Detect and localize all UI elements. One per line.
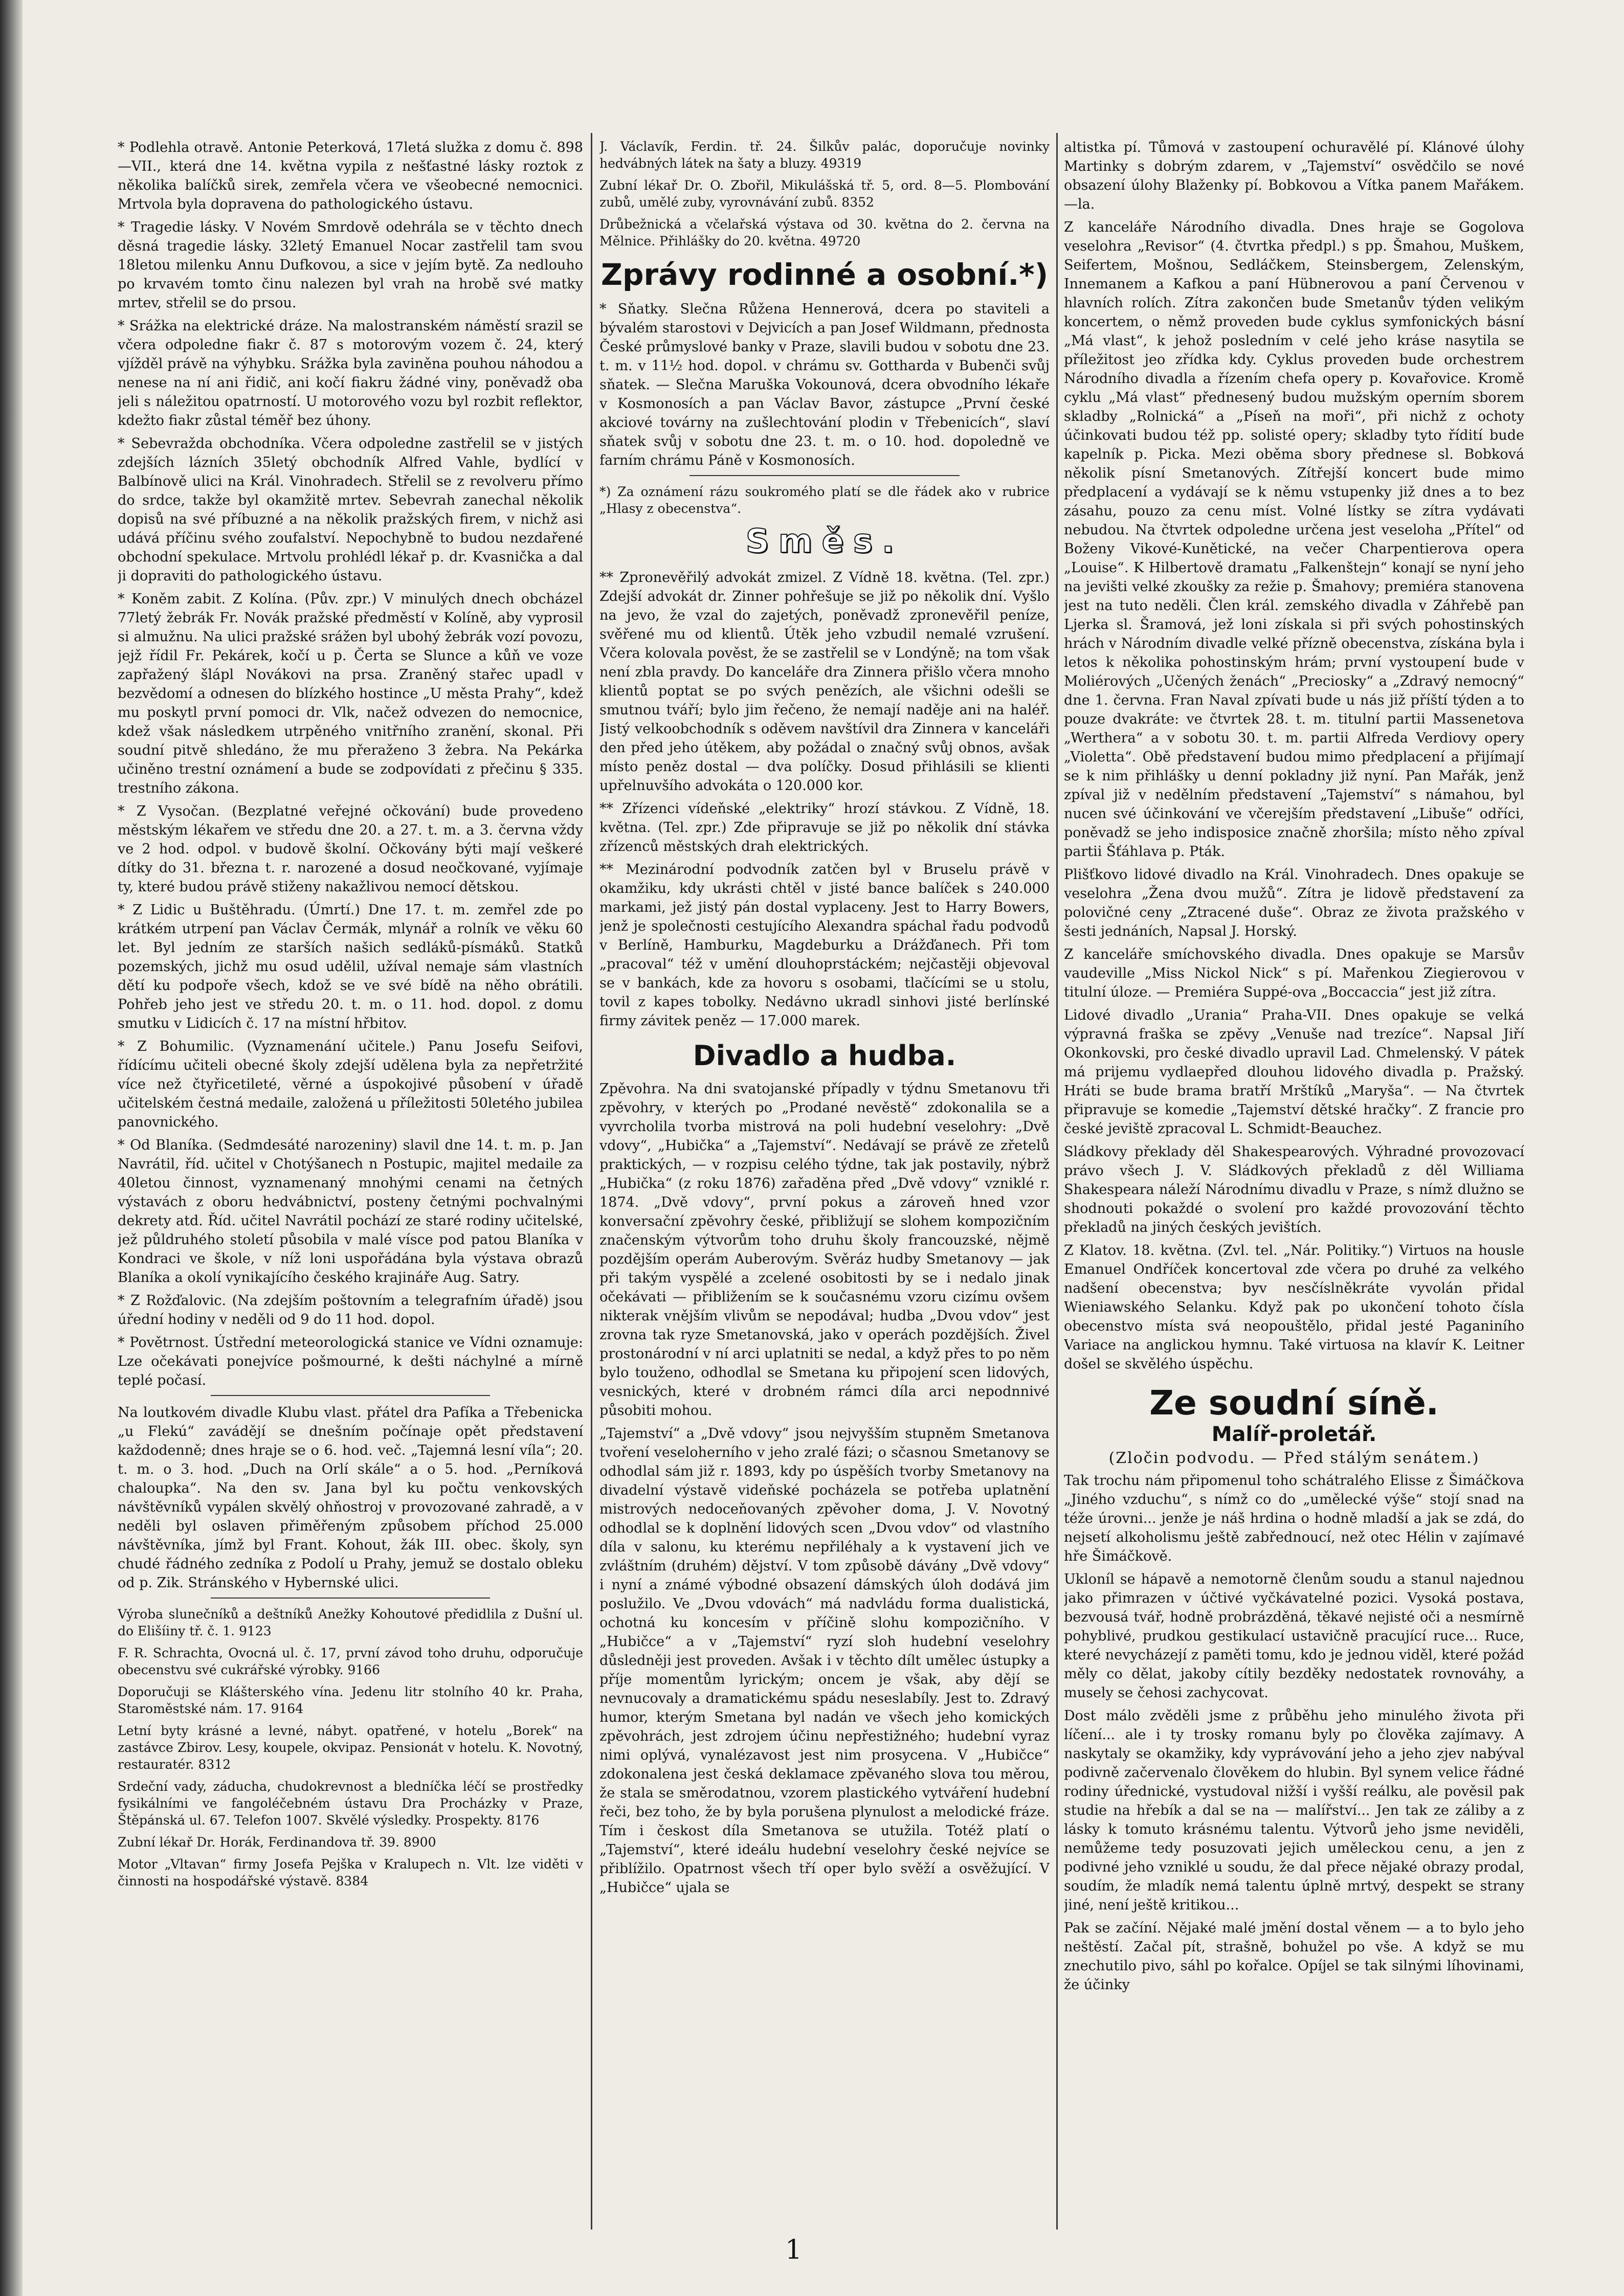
article-paragraph: Z kanceláře smíchovského divadla. Dnes opakuje se Marsův vaudeville „Miss Nickol Nick“ s pí. Mařenkou Ziegierovou v titulní úloze. — Premiéra Suppé-ova „Boccaccia“ jest již zítra. [1064,947,1524,1000]
article-paragraph: ** Mezinárodní podvodník zatčen byl v Bruselu právě v okamžiku, kdy ukrásti chtěl v jisté bance balíček s 240.000 markami, jež jistý pán dostal vyplaceny. Jest to Harry Bowers, jenž je společnosti cestujícího Alexandra spáchal řadu podvodů v Berlíně, Hamburku, Magdeburku a Drážďanech. Při tom „pracoval“ též v umění dlouhoprstáckém; nejčastěji objevoval se v bankách, kde za hovoru s osobami, tlačícími se u stolu, tovil z kapes tobolky. Nedávno ukradl sinhovi jisté berlínské firmy závitek peněz — 17.000 marek. [599,862,1050,1029]
article-paragraph: Z Klatov. 18. května. (Zvl. tel. „Nár. Politiky.“) Virtuos na housle Emanuel Ondříček koncertoval zde včera po druhé za velkého nadšení obecenstva; byv nesčíslněkráte vyvolán přidal Wieniawského Selanku. Když pak po ukončení tohoto čísla obecenstvo místa svá neopouštělo, přidal jesté Paganiního Variace na anglickou hymnu. Také virtuosa na klavír K. Leitner došel se skvělého úspěchu. [1064,1243,1524,1372]
article-paragraph: ** Zpronevěřilý advokát zmizel. Z Vídně 18. května. (Tel. zpr.) Zdejší advokát dr. Zinner pohřešuje se již po několik dní. Vyšlo na jevo, že vzal do zajetých, poněvadž zpronevěřil peníze, svěřené mu od klientů. Útěk jeho vzbudil nemalé vzrušení. Včera kolovala pověst, že se zastřelil se v Londýně; na tom však není zbla pravdy. Do kanceláře dra Zinnera přišlo včera mnoho klientů poptat se po svých penězích, ale všichni odešli se smutnou tváří; bylo jim řečeno, že nemají naděje ani na haléř. Jistý velkoobchodník s oděvem navštívil dra Zinnera v kanceláři den před jeho útěkem, aby požádal o značný svůj obnos, avšak místo peněz dostal — dva políčky. Dosud přihlásili se klienti upřelnuvšího advokáta o 120.000 kor. [599,570,1050,794]
column-rule-2 [1056,133,1058,2230]
classified-ad: Srdeční vady, záducha, chudokrevnost a bledníčka léčí se prostředky fysikálními ve fangoléčebném ústavu Dra Procházky v Praze, Štěpánská ul. 67. Telefon 1007. Skvělé výsledky. Prospekty. 8176 [118,1779,583,1828]
separator [211,1395,490,1396]
article-paragraph: Z kanceláře Národního divadla. Dnes hraje se Gogolova veselohra „Revisor“ (4. čtvrtka předpl.) s pp. Šmahou, Muškem, Seifertem, Mošnou, Sedláčkem, Steinsbergem, Zelenským, Innemanem a Kafkou a paní Hübnerovou a paní Červenou v hlavních rolích. Zítra zakončen bude Smetanův týden velikým koncertem, o němž proveden bude cyklus symfonických básní „Má vlast“, k jehož posledním v celé jeho kráse nasytila se příležitost jeo zřídka kdy. Cyklus proveden bude orchestrem Národního divadla a řízením chefa opery p. Kovařovice. Kromě cyklu „Má vlast“ přednesený budou mužským operním sborem skladby „Rolnická“ a „Píseň na moři“, při nichž z ochoty účinkovati budou též pp. solisté opery; skladby tyto řídití bude kapelník p. Picka. Mezi oběma sbory přednese sl. Bobková několik písní Smetanových. Zítřejší koncert bude mimo předplacení a vydávají se k němu vstupenky již dnes a to bez zásahu, pouzo za cenu míst. Volné lístky se zítra vydávati nebudou. Na čtvrtek odpoledne určena jest veseloha „Přítel“ od Boženy Vikové-Kunětické, na večer Charpentierova opera „Louise“. K Hilbertově dramatu „Falkenštejn“ konají se nyní jeho na jevišti velké zkoušky za režie p. Šmahovy; premiéra stanovena jest na tuto neděli. Člen král. zemského divadla v Záhřebě pan Ljerka sl. Šramová, jež loni získala si při svých pohostinských hrách v Národním divadle velké přízně obecenstva, získána byla i letos k několika pohostinským hrám; první vystoupení bude v Moliérových „Učených ženách“ „Preciosky“ a „Zdravý nemocný“ dne 1. června. Fran Naval zpívati bude u nás již příští týden a to pouze dvakráte: ve čtvrtek 28. t. m. titulní partii Massenetova „Werthera“ a v sobotu 30. t. m. partii Alfreda Verdiovy opery „Violetta“. Obě představení budou mimo předplacení a přijímají se k nim přihlášky u denní pokladny již nyní. Pan Mařák, jenž zpíval již v nedělním představení „Tajemství“ s námahou, byl nucen své účinkování ve včerejším představení „Libuše“ odříci, poněvadž se jeho indisposice značně zhoršila; místo něho zpíval partii Šťáhlava p. Pták. [1064,219,1524,860]
article-paragraph: * Tragedie lásky. V Novém Smrdově odehrála se v těchto dnech děsná tragedie lásky. 32letý Emanuel Nocar zastřelil tam svou 18letou milenku Annu Dufkovou, a sice v jejím bytě. Za nedlouho po krvavém tomto činu nalezen byl vrah na hrobě své matky mrtev, střelil se do prsou. [118,219,583,311]
column-2 [599,138,1050,2230]
article-paragraph: * Z Bohumilic. (Vyznamenání učitele.) Panu Josefu Seifovi, řídícímu učiteli obecné školy zdejší udělena byla za nepřetržité více než čtyřicetileté, věrné a úspokojivé působení v úřadě učitelském čestná medaile, založená u příležitosti 50letého jubilea panovnického. [118,1039,583,1130]
article-paragraph: Sládkovy překlady děl Shakespearových. Výhradné provozovací právo všech J. V. Sládkových překladů z děl Williama Shakespeara náleží Národnímu divadlu v Praze, s nímž dlužno se shodnouti pokaždé o svolení pro každé provozování těchto překladů na jiných českých jevištích. [1064,1144,1524,1235]
classified-ad: Výroba slunečníků a deštníků Anežky Kohoutové předidlila z Dušní ul. do Elišíiny tř. č. 1. 9123 [118,1607,583,1638]
article-paragraph: Pak se začíní. Nějaké malé jmění dostal věnem — a to bylo jeho neštěstí. Začal pít, strašně, bohužel po vše. A když se mu znechutilo pivo, sáhl po kořalce. Opíjel se tak silnými líhovinami, že účinky [1064,1920,1524,1993]
column-rule-1 [591,133,592,2230]
article-paragraph: * Srážka na elektrické dráze. Na malostranském náměstí srazil se včera odpoledne fiakr č. 87 s motorovým vozem č. 24, který vjížděl právě na výhybku. Srážka byla zaviněna pouhou náhodou a nenese na ní ani řidič, ani kočí fiakru žádné viny, poněvadž oba jeli s náležitou opatrností. U motorového vozu byl rozbit reflektor, kdežto fiakr zůstal téměř bez úhony. [118,318,583,429]
article-paragraph: * Od Blaníka. (Sedmdesáté narozeniny) slavil dne 14. t. m. p. Jan Navrátil, říd. učitel v Chotýšanech n Postupic, majitel medaile za 40letou činnost, vyznamenaný mnohými cenami na četných výstavách z oboru hedvábnictví, posteny četnými pochvalnými dekrety atd. Říd. učitel Navrátil pochází ze staré rodiny učitelské, jež půldruhého století působila v malé vísce pod patou Blaníka v Kondraci ve škole, v níž loni uspořádána byla výstava obrazů Blaníka a okolí vynikajícího českého krajináře Aug. Satry. [118,1137,583,1286]
article-paragraph: „Tajemství“ a „Dvě vdovy“ jsou nejvyšším stupněm Smetanova tvoření veseloherního v jeho zralé fázi; o sčasnou Smetanovy se odhodlal sám již r. 1893, kdy po úspěších tvorby Smetanovy na divadelní výstavě videňské pocházela se potřeba uplatnění mistrových nedoceňovaných zpěvoher doma, J. V. Novotný odhodlal se k doplnění lidových scen „Dvou vdov“ od vlastního díla v salonu, ku kterému nepřiléhaly a k vystavení jich ve zvláštním (druhém) dějství. V tom způsobě dávány „Dvě vdovy“ i nyní a známé výbodné obsazení dámských úloh dodává jim poslužilo. Ve „Dvou vdovách“ má nadvládu forma dualistická, ochotná ku koncesím v příčině slohu kompozičního. V „Hubičce“ a v „Tajemství“ ryzí sloh hudební veselohry důsledněji jest proveden. Avšak i v těchto dílt umělec ústupky a příje momentům lyrickým; oncem je však, aby dějí se nevnucovaly a dramatickému spádu neseslabíly. Jest to. Zdravý humor, kterým Smetana byl nadán ve všech jeho komických zpěvohrách, jest zdrojem účinu nepřestižného; hudební vyraz nimi oplývá, vynalézavost jest nim prosycena. V „Hubičce“ zdokonalena jest česká deklamace zpěvaného slova tou měrou, že stala se směrodatnou, vzorem plastického vytváření hudební řeči, bez toho, že by byla porušena plynulost a melodické fráze. Tím i českost díla Smetanova se utužila. Totéž platí o „Tajemství“, které ideálu hudební veselohry české nejvíce se přiblížilo. Opatrnost všech tří oper bylo svěží a osvěžující. V „Hubičce“ ujala se [599,1426,1050,1896]
classified-ad: Motor „Vltavan“ firmy Josefa Pejška v Kralupech n. Vlt. lze viděti v činnosti na hospodářské výstavě. 8384 [118,1857,583,1888]
article-paragraph: Dost málo zvěděli jsme z průběhu jeho minulého života při líčení... ale i ty trosky romanu byly po člověka zajímavy. A naskytaly se okamžiky, kdy vyprávování jeho a jeho zjev nabýval podivně začervenalo člověkem do hlubin. Byl synem velice řádné rodiny úřednické, vystudoval nižší i vyšší reálku, ale pověsil pak studie na hřebík a dal se na — malířství... Jen tak ze záliby a z lásky k tomuto krásnému talentu. Výtvorů jeho jsme neviděli, nemůžeme tedy posuzovati jejich uměleckou cenu, a jen z podivné jeho vzniklé u soudu, že dal přece nějaké obrazy prodal, soudím, že mladík nemá talentu úplně mrtvý, despekt se strany jiné, není ještě kritikou... [1064,1708,1524,1913]
classified-ad: Letní byty krásné a levné, nábyt. opatřené, v hotelu „Borek“ na zastávce Zbirov. Lesy, koupele, okvipaz. Pensionát v hotelu. K. Novotný, restauratér. 8312 [118,1723,583,1772]
article-paragraph: Tak trochu nám připomenul toho schátralého Elisse z Šimáčkova „Jiného vzduchu“, s nímž co do „umělecké výše“ stojí snad na téže úrovni... jenže je náš hrdina o hodně mladší a jak se zdá, do nejsetí alkoholismu ještě zabřednoucí, než otec Hélin v zajímavé hře Šimáčkově. [1064,1473,1524,1564]
classified-ad: Zubní lékař Dr. Horák, Ferdinandova tř. 39. 8900 [118,1835,436,1850]
article-paragraph: * Podlehla otravě. Antonie Peterková, 17letá služka z domu č. 898—VII., která dne 14. května vypila z nešťastné lásky roztok z několika balíčků sirek, zemřela včera ve všeobecné nemocnici. Mrtvola byla dopravena do pathologického ústavu. [118,140,583,212]
article-paragraph: * Koněm zabit. Z Kolína. (Pův. zpr.) V minulých dnech obcházel 77letý žebrák Fr. Novák pražské předměstí v Kolíně, aby vyprosil si almužnu. Na ulici pražské srážen byl ubohý žebrák vozí povozu, jejž řídil Fr. Pekárek, kočí u p. Čerta se Slunce a kůň ve voze zapřažený šlápl Novákovi na prsa. Zraněný stařec upadl v bezvědomí a odnesen do blízkého hostince „U města Prahy“, kdež mu poskytl první pomoci dr. Vlk, načež odvezen do nemocnice, kdež však následkem utrpěného vnitřního zranění, skonal. Při soudní pitvě shledáno, že mu přeraženo 3 žebra. Na Pekárka učiněno trestní oznámení a bude se zodpovídati z přečinu § 335. trestního zákona. [118,591,583,796]
article-title: Malíř-proletář. [1211,1423,1377,1446]
article-paragraph: * Povětrnost. Ústřední meteorologická stanice ve Vídni oznamuje: Lze očekávati ponejvíce pošmourné, k dešti náchylné a mírně teplé počasí. [118,1335,583,1388]
classified-ad: F. R. Schrachta, Ovocná ul. č. 17, první závod toho druhu, odporučuje obecenstvu své cukrářské výrobky. 9166 [118,1646,583,1677]
section-heading-divadlo: Divadlo a hudba. [693,1040,956,1072]
binding-spine [0,0,23,2296]
article-paragraph: Plišťkovo lidové divadlo na Král. Vinohradech. Dnes opakuje se veselohra „Žena dvou mužů“. Zítra je lidově představení za polovičné ceny „Ztracené duše“. Obraz ze života pražského v šesti jednáních, Napsal J. Horský. [1064,867,1524,939]
section-heading-soudni: Ze soudní síně. [1149,1383,1439,1423]
article-paragraph: ** Zřízenci vídeňské „elektriky“ hrozí stávkou. Z Vídně, 18. května. (Tel. zpr.) Zde připravuje se již po několik dní stávka zřízenců městských drah elektrických. [599,801,1050,854]
article-paragraph: Lidové divadlo „Urania“ Praha-VII. Dnes opakuje se velká výpravná fraška se zpěvy „Venuše nad trezíce“. Napsal Jiří Okonkovski, pro české divadlo upravil Lad. Chmelenský. V pátek má prijemu vydlaepřed dlouhou lidového divadla p. Pražský. Hráti se bude brama bratří Mrštíků „Maryša“. — Na čtvrtek připravuje se komedie „Tajemství dětské hračky“. Z francie pro české jeviště zpracoval L. Schmidt-Beauchez. [1064,1007,1524,1137]
article-paragraph: Ukloníl se hápavě a nemotorně členům soudu a stanul najednou jako přimrazen v účtivé vyčkávatelné pozici. Vysoká postava, bezvousá tvář, hodně probrázděná, těkavé nejisté oči a nesmírně pohyblivé, prudkou gestikulací ustavičně pracující ruce... Ruce, které nevycházejí z paměti tomu, kdo je jednou viděl, které požád měly co dělat, jakoby cítily bezděky nedostatek rovnováhy, a musely se čehosi zachycovat. [1064,1571,1524,1701]
article-paragraph: * Z Rožďalovic. (Na zdejším poštovním a telegrafním úřadě) jsou úřední hodiny v neděli od 9 do 11 hod. dopol. [118,1293,583,1327]
section-heading-zpravy: Zprávy rodinné a osobní.*) [600,257,1049,292]
article-subtitle: (Zločin podvodu. — Před stálým senátem.) [1108,1449,1480,1467]
article-paragraph: Na loutkovém divadle Klubu vlast. přátel dra Pafíka a Třebenicka „u Flekú“ zavádějí se dnešním počínaje opět představení každodenně; dnes hraje se o 6. hod. več. „Tajemná lesní víla“; 20. t. m. o 3. hod. „Duch na Orlí skále“ a o 5. hod. „Perníková chaloupka“. Na den sv. Jana byl ku počtu venkovských návštěvníků vypálen skvělý ohňostroj v provozované zahradě, a v neděli byl oslaven přiměřeným způsobem příchod 25.000 návštěvníka, jímž byl Frant. Kohout, žák III. obec. školy, syn chudé řádného zedníka z Podolí u Prahy, jemuž se dostalo obleku od p. Zik. Stránského v Hybernské ulici. [118,1405,583,1591]
article-paragraph: altistka pí. Tůmová v zastoupení ochuravělé pí. Klánové úlohy Martinky s dobrým zdarem, v „Tajemství“ osvědčilo se nové obsazení úlohy Blaženky pí. Bobkovou a Vítka panem Mařákem. —la. [1064,140,1524,212]
footnote: *) Za oznámení rázu soukromého platí se dle řádek ako v rubrice „Hlasy z obecenstva“. [599,484,1050,516]
separator [211,1597,490,1599]
article-paragraph: * Sebevražda obchodníka. Včera odpoledne zastřelil se v jistých zdejších lázních 35letý obchodník Alfred Vahle, bydlící v Balbínově ulici na Král. Vinohradech. Střelil se z revolveru přímo do srdce, takže byl okamžitě mrtev. Sebevrah zanechal několik dopisů na své příbuzné a na několik pražských firem, v nichž asi udává příčinu svého zoufalství. Nepochybně to budou nezdařené obchodní spekulace. Mrtvolu prohlédl lékař p. dr. Kvasnička a dal ji dopraviti do pathologického ústavu. [118,436,583,584]
article-paragraph: * Sňatky. Slečna Růžena Hennerová, dcera po staviteli a bývalém starostovi v Dejvicích a pan Josef Wildmann, přednosta České průmyslové banky v Praze, slavili budou v sobotu dne 23. t. m. v 11½ hod. dopol. v chrámu sv. Gottharda v Bubenči svůj sňatek. — Slečna Maruška Vokounová, dcera obvodního lékaře v Kosmonosích a pan Václav Bavor, zástupce „První české akciové továrny na zušlechtování plodin v Třebenicích“, slaví sňatek svůj v sobotu dne 23. t. m. o 10. hod. dopoledně ve farním chrámu Páně v Kosmonosích. [599,301,1050,468]
column-1 [118,138,583,2230]
classified-ad: J. Václavík, Ferdin. tř. 24. Šilkův palác, doporučuje novinky hedvábných látek na šaty a bluzy. 49319 [599,139,1050,171]
article-paragraph: * Z Lidic u Buštěhradu. (Úmrtí.) Dne 17. t. m. zemřel zde po krátkém utrpení pan Václav Čermák, mlynář a rolník ve věku 60 let. Byl jedním ze starších našich sedláků-písmáků. Statků pozemských, jichž mu osud udělil, užíval nemaje sám vlastních dětí ku podpoře všech, kdož se ve své bídě na něho obrátili. Pohřeb jeho jest ve středu 20. t. m. o 11. hod. dopol. z domu smutku v Lidicích č. 17 na místní hřbitov. [118,902,583,1031]
classified-ad: Zubní lékař Dr. O. Zbořil, Mikulášská tř. 5, ord. 8—5. Plombování zubů, umělé zuby, vyrovnávání zubů. 8352 [599,178,1050,210]
article-paragraph: * Z Vysočan. (Bezplatné veřejné očkování) bude provedeno městským lékařem ve středu dne 20. a 27. t. m. a 3. června vždy ve 2 hod. odpol. v budově školní. Očkovány býti mají veškeré dítky do 31. března t. r. narozené a dosud neočkované, vyjímaje ty, které budou právě stiženy nakažlivou nemocí dětskou. [118,803,583,895]
page-number: 1 [785,2235,803,2265]
section-heading-smes: Směs. [745,523,904,560]
classified-ad: Drůbežnická a včelařská výstava od 30. května do 2. června na Mělnice. Přihlášky do 20. května. 49720 [599,217,1050,249]
column-3 [1064,138,1524,2230]
classified-ad: Doporučuji se Klášterského vína. Jedenu litr stolního 40 kr. Praha, Staroměstské nám. 17. 9164 [118,1684,583,1716]
article-paragraph: Zpěvohra. Na dni svatojanské případly v týdnu Smetanovu tři zpěvohry, v kterých po „Prodané nevěstě“ zdokonalila se a vyvrcholila tvorba mistrová na poli hudební veselohry: „Dvě vdovy“, „Hubička“ a „Tajemství“. Nedávají se právě ze zřetelů praktických, — v rozpisu celého týdne, tak jak postavily, nýbrž „Hubička“ (z roku 1876) zařaděna před „Dvě vdovy“ vzniklé r. 1874. „Dvě vdovy“, první pokus a zároveň hned vzor konversační zpěvohry české, přibližují se slohem kompozičním značenským výtvorům toho druhu školy francouzské, nějmě pozdějším operám Auberovým. Svěráz hudby Smetanovy — jak při takým vyspělé a zcelené osobitosti by se i nedalo jinak očekávati — přibližením se k současnému vzoru cizímu ovšem nikterak vnějším vlivům se nepodával; hudba „Dvou vdov“ jest zrovna tak ryze Smetanovská, jako v operách pozdějších. Živel prostonárodní v ní arci uplatniti se nedal, a když přes to po něm bylo touženo, odhodlal se Smetana ku připojení scen lidových, vesnických, které v drobném rámci díla arci nepodnnivé působiti mohou. [599,1081,1050,1419]
separator [689,475,960,476]
